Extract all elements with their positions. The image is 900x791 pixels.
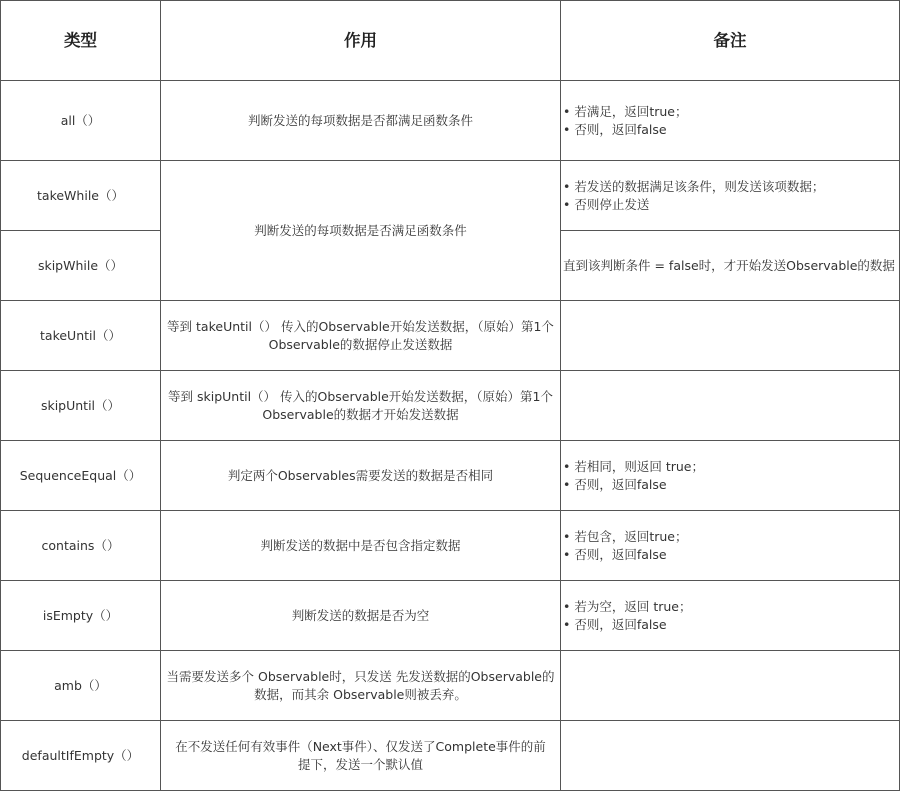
note-line: • 否则，返回false — [563, 121, 667, 137]
type-cell: defaultIfEmpty（） — [1, 721, 161, 791]
type-cell: isEmpty（） — [1, 581, 161, 651]
note-line: • 若满足，返回true； — [563, 103, 688, 119]
table-row — [1, 651, 900, 721]
effect-cell: 判断发送的每项数据是否满足函数条件 — [161, 161, 561, 301]
header-note: 备注 — [561, 1, 900, 81]
effect-cell: 判定两个Observables需要发送的数据是否相同 — [161, 441, 561, 511]
effect-cell — [161, 301, 561, 371]
effect-cell — [161, 371, 561, 441]
type-cell: takeUntil（） — [1, 301, 161, 371]
effect-cell — [161, 721, 561, 791]
table-row — [1, 301, 900, 371]
effect-cell — [161, 651, 561, 721]
note-cell — [561, 301, 900, 371]
type-cell: skipWhile（） — [1, 231, 161, 301]
table-row — [1, 581, 900, 651]
table-row — [1, 161, 900, 231]
note-cell — [561, 651, 900, 721]
effect-line: 在不发送任何有效事件（Next事件）、仅发送了Complete事件的前 — [175, 738, 546, 754]
effect-cell: 判断发送的数据中是否包含指定数据 — [161, 511, 561, 581]
type-cell: takeWhile（） — [1, 161, 161, 231]
note-cell — [561, 511, 900, 581]
effect-line: 等到 takeUntil（） 传入的Observable开始发送数据，（原始）第1个 — [167, 318, 554, 334]
type-cell: all（） — [1, 81, 161, 161]
effect-line: 当需要发送多个 Observable时，只发送 先发送数据的Observable的 — [166, 668, 555, 684]
note-line: • 若为空，返回 true； — [563, 598, 692, 614]
note-line: • 否则，返回false — [563, 546, 667, 562]
note-line: 直到该判断条件 = false时，才开始发送Observable的数据 — [563, 257, 895, 273]
table-row — [1, 371, 900, 441]
header-effect: 作用 — [161, 1, 561, 81]
header-type: 类型 — [1, 1, 161, 81]
effect-line: Observable的数据才开始发送数据 — [262, 406, 459, 422]
header-row — [1, 1, 900, 81]
effect-line: 数据，而其余 Observable则被丢弃。 — [254, 686, 467, 702]
table-row — [1, 441, 900, 511]
table-row — [1, 81, 900, 161]
table-row — [1, 511, 900, 581]
note-line: • 若相同，则返回 true； — [563, 458, 704, 474]
effect-line: 提下，发送一个默认值 — [297, 756, 423, 772]
note-cell — [561, 371, 900, 441]
note-cell — [561, 441, 900, 511]
effect-cell: 判断发送的数据是否为空 — [161, 581, 561, 651]
effect-cell: 判断发送的每项数据是否都满足函数条件 — [161, 81, 561, 161]
note-cell — [561, 231, 900, 301]
note-line: • 否则停止发送 — [563, 196, 650, 212]
note-cell — [561, 581, 900, 651]
type-cell: contains（） — [1, 511, 161, 581]
note-line: • 若发送的数据满足该条件，则发送该项数据； — [563, 178, 825, 194]
note-cell — [561, 81, 900, 161]
type-cell: skipUntil（） — [1, 371, 161, 441]
note-cell — [561, 161, 900, 231]
note-cell — [561, 721, 900, 791]
type-cell: amb（） — [1, 651, 161, 721]
note-line: • 否则，返回false — [563, 616, 667, 632]
note-line: • 若包含，返回true； — [563, 528, 688, 544]
effect-line: 等到 skipUntil（） 传入的Observable开始发送数据，（原始）第1个 — [168, 388, 553, 404]
effect-line: Observable的数据停止发送数据 — [268, 336, 453, 352]
note-line: • 否则，返回false — [563, 476, 667, 492]
type-cell: SequenceEqual（） — [1, 441, 161, 511]
table-row — [1, 721, 900, 791]
